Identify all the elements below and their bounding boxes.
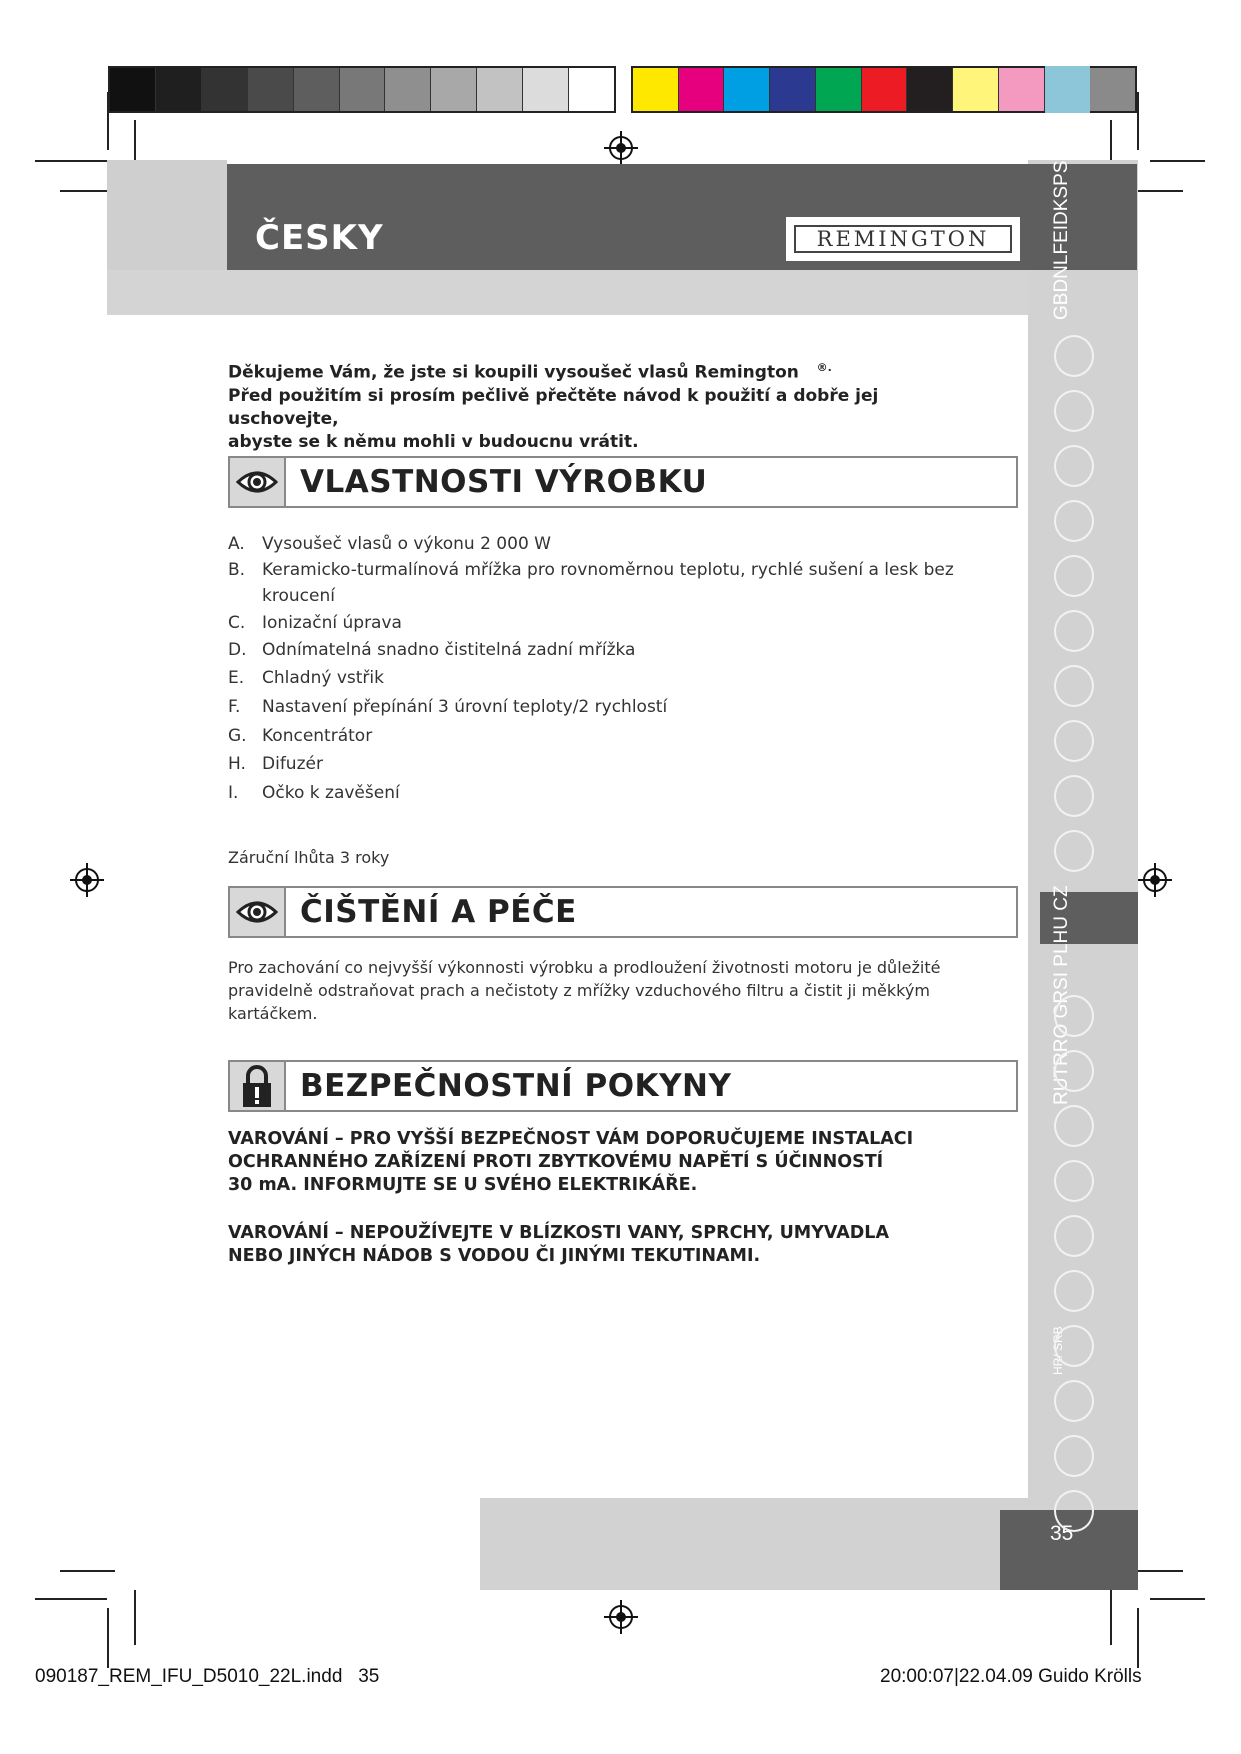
feature-item (228, 584, 335, 609)
warning-line: VAROVÁNÍ – NEPOUŽÍVEJTE V BLÍZKOSTI VANY, SPRCHY, UMYVADLA (228, 1223, 889, 1243)
feature-letter: I. (228, 783, 239, 803)
language-tab-outline (1054, 1435, 1094, 1477)
page-title: ČESKY (255, 218, 384, 258)
warning-line: NEBO JINÝCH NÁDOB S VODOU ČI JINÝMI TEKUTINAMI. (228, 1246, 761, 1266)
language-tab-outline (1054, 1050, 1094, 1092)
color-swatch (247, 68, 293, 111)
color-swatch (952, 68, 998, 111)
feature-item (228, 666, 384, 691)
language-strip-top: GBDNLFEIDKSPSK (1051, 147, 1072, 320)
color-swatch (906, 68, 952, 111)
warning-line: 30 mA. INFORMUJTE SE U SVÉHO ELEKTRIKÁŘE. (228, 1175, 698, 1195)
care-text (228, 956, 1008, 1025)
language-tab-outline (1054, 1325, 1094, 1367)
language-tab-outline (1054, 555, 1094, 597)
warranty-text: Záruční lhůta 3 roky (228, 848, 390, 867)
crop-mark (107, 1608, 109, 1668)
color-swatch (678, 68, 724, 111)
color-swatch (998, 68, 1044, 111)
feature-item (228, 532, 551, 557)
feature-text: Ionizační úprava (262, 613, 402, 633)
feature-item (228, 695, 667, 720)
feature-letter: C. (228, 613, 246, 633)
section-header-care (228, 886, 1018, 938)
feature-text: Odnímatelná snadno čistitelná zadní mřížka (262, 640, 636, 660)
footer-timestamp: 20:00:07|22.04.09 Guido Krölls (880, 1666, 1142, 1687)
section-title-safety: BEZPEČNOSTNÍ POKYNY (300, 1068, 732, 1104)
color-swatch (769, 68, 815, 111)
care-line: pravidelně odstraňovat prach a nečistoty z mřížky vzduchového filtru a čistit ji měkkým (228, 981, 930, 1000)
section-title-care: ČIŠTĚNÍ A PÉČE (300, 894, 577, 930)
intro-line-1: Děkujeme Vám, že jste si koupili vysoušeč vlasů Remington (228, 362, 799, 383)
feature-item (228, 752, 323, 777)
padlock-warning-icon (230, 1062, 286, 1110)
crop-mark (134, 1590, 136, 1645)
feature-letter: D. (228, 640, 247, 660)
feature-letter: A. (228, 534, 245, 554)
color-swatch (293, 68, 339, 111)
feature-item (228, 724, 372, 749)
language-strip-bottom: HR/ SRB (1051, 1326, 1065, 1375)
feature-letter: F. (228, 697, 241, 717)
color-swatch (384, 68, 430, 111)
section-header-features (228, 456, 1018, 508)
feature-text: Vysoušeč vlasů o výkonu 2 000 W (262, 534, 551, 554)
registration-mark-icon (70, 863, 104, 897)
page-frame-top (107, 270, 1137, 315)
feature-letter: H. (228, 754, 246, 774)
language-tab-outline (1054, 1270, 1094, 1312)
brand-logo (788, 219, 1018, 259)
registration-mark-icon (604, 1600, 638, 1634)
language-strip-middle: RUTRRO GRSI PLHU CZ (1051, 885, 1072, 1105)
page-number: 35 (1050, 1522, 1074, 1545)
eye-icon (230, 888, 286, 936)
intro-text (228, 356, 988, 454)
language-tab-outline (1054, 445, 1094, 487)
color-swatch (110, 68, 155, 111)
care-line: kartáčkem. (228, 1004, 318, 1023)
feature-text: kroucení (262, 586, 335, 606)
feature-text: Očko k zavěšení (262, 783, 400, 803)
crop-mark (1137, 1608, 1139, 1668)
crop-mark (60, 1570, 115, 1572)
feature-item (228, 638, 635, 663)
registration-mark-icon (604, 131, 638, 165)
color-swatch (723, 68, 769, 111)
section-title-features: VLASTNOSTI VÝROBKU (300, 464, 708, 500)
feature-item (228, 611, 402, 636)
color-swatch (861, 68, 907, 111)
color-swatch (568, 68, 614, 111)
language-tab-outline (1054, 1215, 1094, 1257)
crop-mark (1110, 1590, 1112, 1645)
care-line: Pro zachování co nejvyšší výkonnosti výrobku a prodloužení životnosti motoru je důležité (228, 958, 941, 977)
language-tab-outline (1054, 390, 1094, 432)
language-tab-outline (1054, 775, 1094, 817)
crop-mark (35, 1598, 107, 1600)
footer-file-name: 090187_REM_IFU_D5010_22L.indd 35 (35, 1666, 380, 1687)
color-swatch (201, 68, 247, 111)
feature-text: Keramicko-turmalínová mřížka pro rovnoměrnou teplotu, rychlé sušení a lesk bez (262, 560, 954, 580)
language-tab-outline (1054, 1490, 1094, 1532)
feature-item (228, 558, 954, 583)
language-tab-outline (1054, 720, 1094, 762)
registered-mark: ®. (816, 361, 832, 374)
eye-icon (230, 458, 286, 506)
feature-text: Nastavení přepínání 3 úrovní teploty/2 rychlostí (262, 697, 668, 717)
feature-letter: G. (228, 726, 247, 746)
color-swatch (633, 68, 678, 111)
brand-logo-text: REMINGTON (794, 225, 1012, 253)
crop-mark (107, 92, 109, 150)
language-tab-outline (1054, 1105, 1094, 1147)
registration-mark-icon (1138, 863, 1172, 897)
crop-mark (1137, 92, 1139, 150)
intro-line-2: Před použitím si prosím pečlivě přečtěte návod k použití a dobře jej uschovejte, (228, 385, 879, 429)
warning-line: VAROVÁNÍ – PRO VYŠŠÍ BEZPEČNOST VÁM DOPORUČUJEME INSTALACI (228, 1129, 914, 1149)
crop-mark (1150, 160, 1205, 162)
crop-mark (1150, 1598, 1205, 1600)
language-tab-outline (1054, 335, 1094, 377)
crop-mark (35, 160, 107, 162)
language-tab-outline (1054, 665, 1094, 707)
language-tab-outline (1054, 995, 1094, 1037)
color-swatch (1089, 68, 1135, 111)
color-swatch (155, 68, 201, 111)
color-swatch (815, 68, 861, 111)
language-tab-outline (1054, 1160, 1094, 1202)
warning-line: OCHRANNÉHO ZAŘÍZENÍ PROTI ZBYTKOVÉMU NAPĚTÍ S ÚČINNOSTÍ (228, 1152, 884, 1172)
feature-item (228, 781, 400, 806)
language-tab-outline (1054, 830, 1094, 872)
color-swatch (430, 68, 476, 111)
feature-text: Chladný vstřik (262, 668, 384, 688)
section-header-safety (228, 1060, 1018, 1112)
language-tab-outline (1054, 500, 1094, 542)
feature-text: Difuzér (262, 754, 323, 774)
color-swatch (476, 68, 522, 111)
intro-line-3: abyste se k němu mohli v budoucnu vrátit. (228, 431, 639, 452)
grayscale-print-bar (108, 66, 616, 113)
warning-block-2 (228, 1222, 1018, 1268)
color-swatch (339, 68, 385, 111)
language-tab-outline (1054, 1380, 1094, 1422)
feature-letter: E. (228, 668, 245, 688)
feature-letter: B. (228, 560, 246, 580)
color-swatch (522, 68, 568, 111)
feature-text: Koncentrátor (262, 726, 373, 746)
warning-block-1 (228, 1128, 1018, 1197)
language-tab-outline (1054, 610, 1094, 652)
